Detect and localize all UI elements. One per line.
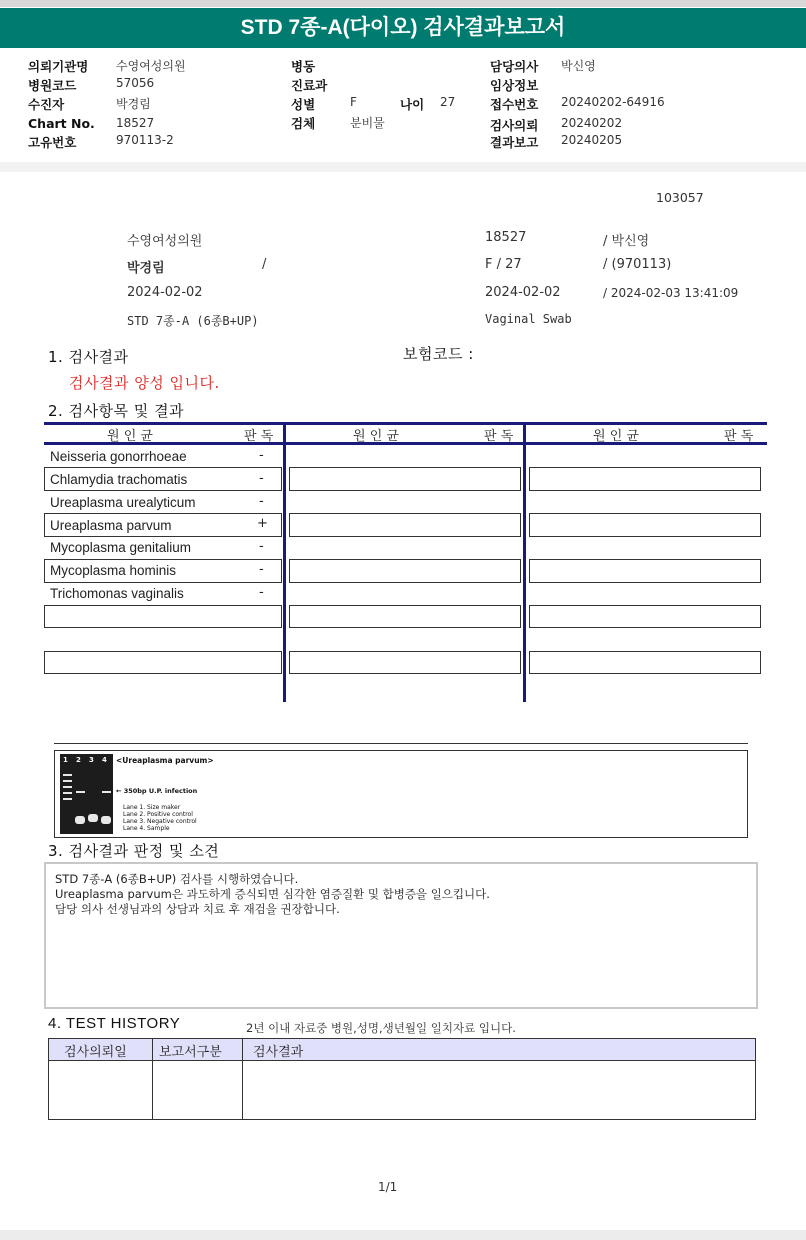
findings-line: 담당 의사 선생님과의 상담과 치료 후 재검을 권장합니다.	[55, 902, 340, 916]
header-label-age: 나이	[400, 97, 425, 112]
gel-band	[75, 816, 85, 824]
row-box	[529, 605, 761, 628]
gel-band	[63, 780, 72, 782]
header-label-chart-no: Chart No.	[28, 116, 95, 131]
top-strip	[0, 0, 806, 7]
header-value-patient: 박경림	[116, 97, 151, 111]
history-header-request-date: 검사의뢰일	[64, 1045, 127, 1060]
gel-band	[63, 792, 72, 794]
gel-lane-number: 4	[102, 756, 107, 764]
header-label-report-date: 결과보고	[490, 135, 539, 150]
row-box	[289, 513, 521, 537]
bottom-strip	[0, 1230, 806, 1240]
header-value-hospital-code: 57056	[116, 76, 155, 90]
result-summary: 검사결과 양성 입니다.	[69, 374, 220, 392]
col-header-result-2: 판 독	[484, 429, 514, 444]
col-header-pathogen-3: 원 인 균	[593, 429, 639, 444]
pathogen-name: Mycoplasma hominis	[50, 563, 177, 578]
header-value-chart-no: 18527	[116, 116, 155, 130]
row-box	[289, 605, 521, 628]
header-label-unique-no: 고유번호	[28, 135, 77, 150]
gel-lane-number: 3	[89, 756, 94, 764]
header-value-doctor: 박신영	[561, 59, 596, 73]
history-header-report-type: 보고서구분	[159, 1045, 222, 1060]
pathogen-name-positive: Ureaplasma parvum	[50, 518, 172, 533]
report-request-date: 2024-02-02	[127, 285, 203, 300]
gel-legend-item: Lane 2. Positive control	[123, 811, 193, 818]
gel-legend-item: Lane 4. Sample	[123, 825, 170, 832]
findings-box	[44, 862, 758, 1009]
pathogen-name: Chlamydia trachomatis	[50, 472, 188, 487]
insurance-code-label: 보험코드 :	[403, 345, 474, 363]
header-value-age: 27	[440, 95, 456, 109]
header-value-request-date: 20240202	[561, 116, 623, 130]
pathogen-result-positive: +	[257, 516, 268, 531]
page-number: 1/1	[378, 1180, 398, 1194]
header-value-unique-no: 970113-2	[116, 133, 174, 147]
header-label-sex: 성별	[291, 97, 316, 112]
report-sex-age: F / 27	[485, 257, 522, 272]
col-header-pathogen-2: 원 인 균	[353, 429, 399, 444]
row-box	[529, 651, 761, 674]
row-box	[44, 651, 282, 674]
gel-band	[63, 798, 72, 800]
row-box	[289, 559, 521, 583]
report-id: 103057	[656, 190, 704, 205]
report-patient: 박경림	[127, 261, 165, 276]
findings-line: STD 7종-A (6종B+UP) 검사를 시행하였습니다.	[55, 872, 299, 886]
gel-band	[63, 774, 72, 776]
row-box	[529, 559, 761, 583]
report-specimen: Vaginal Swab	[485, 312, 572, 326]
header-value-report-date: 20240205	[561, 133, 623, 147]
header-separator	[0, 162, 806, 172]
pathogen-name: Ureaplasma urealyticum	[50, 495, 196, 510]
header-label-hospital-code: 병원코드	[28, 78, 77, 93]
history-col-divider	[242, 1039, 243, 1119]
gel-electrophoresis-image	[60, 754, 113, 834]
row-box	[529, 513, 761, 537]
report-datetime: / 2024-02-03 13:41:09	[603, 286, 739, 300]
header-label-patient: 수진자	[28, 97, 65, 112]
findings-line: Ureaplasma parvum은 과도하게 증식되면 심각한 염증질환 및 합병증을 일으킵니다.	[55, 887, 490, 901]
pathogen-name: Trichomonas vaginalis	[50, 586, 184, 601]
section3-title: 3. 검사결과 판정 및 소견	[48, 842, 220, 860]
table-divider-2	[523, 422, 526, 702]
header-label-dept: 진료과	[291, 78, 328, 93]
row-box	[289, 467, 521, 491]
pathogen-result: -	[259, 494, 264, 509]
col-header-result-3: 판 독	[724, 429, 754, 444]
gel-top-rule	[54, 743, 748, 744]
history-header-result: 검사결과	[253, 1045, 304, 1060]
pathogen-name: Mycoplasma genitalium	[50, 540, 192, 555]
header-value-receipt-no: 20240202-64916	[561, 95, 665, 109]
pathogen-result: -	[259, 448, 264, 463]
pathogen-result: -	[259, 585, 264, 600]
header-label-ward: 병동	[291, 59, 316, 74]
section2-title: 2. 검사항목 및 결과	[48, 402, 185, 420]
header-value-sex: F	[350, 95, 357, 109]
history-note: 2년 이내 자료중 병원,성명,생년월일 일치자료 입니다.	[246, 1021, 516, 1035]
header-label-receipt-no: 접수번호	[490, 97, 539, 112]
header-label-doctor: 담당의사	[490, 59, 539, 74]
gel-title: <Ureaplasma parvum>	[116, 756, 214, 765]
gel-lane-number: 2	[76, 756, 81, 764]
pathogen-result: -	[259, 471, 264, 486]
col-header-result-1: 판 독	[244, 429, 274, 444]
test-history-table	[48, 1038, 756, 1120]
header-label-request-date: 검사의뢰	[490, 118, 539, 133]
report-hospital: 수영여성의원	[127, 234, 203, 249]
pathogen-result: -	[259, 562, 264, 577]
history-header-row	[49, 1039, 755, 1061]
gel-legend-item: Lane 3. Negative control	[123, 818, 197, 825]
report-slash: /	[262, 257, 267, 272]
header-value-specimen: 분비물	[350, 116, 385, 130]
history-col-divider	[152, 1039, 153, 1119]
gel-band	[63, 786, 72, 788]
section4-title: 4. TEST HISTORY	[48, 1015, 181, 1032]
header-label-clinical-info: 임상정보	[490, 78, 539, 93]
pathogen-name: Neisseria gonorrhoeae	[50, 449, 187, 464]
report-birth: / (970113)	[603, 257, 672, 272]
report-receipt-date: 2024-02-02	[485, 285, 561, 300]
section1-title: 1. 검사결과	[48, 348, 129, 366]
report-chart-no: 18527	[485, 230, 527, 245]
report-title: STD 7종-A(다이오) 검사결과보고서	[240, 16, 566, 39]
gel-lane-number: 1	[63, 756, 68, 764]
report-doctor: / 박신영	[603, 234, 650, 249]
header-label-specimen: 검체	[291, 116, 316, 131]
header-label-institution: 의뢰기관명	[28, 59, 89, 74]
col-header-pathogen-1: 원 인 균	[107, 429, 153, 444]
report-test-name: STD 7종-A (6종B+UP)	[127, 314, 259, 328]
table-divider-1	[283, 422, 286, 702]
gel-band-label: ← 350bp U.P. infection	[116, 787, 198, 795]
gel-legend-item: Lane 1. Size maker	[123, 804, 181, 811]
row-box	[44, 605, 282, 628]
gel-band	[102, 791, 111, 793]
gel-band	[88, 814, 98, 822]
pathogen-result: -	[259, 539, 264, 554]
gel-band	[76, 791, 85, 793]
row-box	[529, 467, 761, 491]
row-box	[289, 651, 521, 674]
header-value-institution: 수영여성의원	[116, 59, 186, 73]
gel-band	[101, 816, 111, 824]
